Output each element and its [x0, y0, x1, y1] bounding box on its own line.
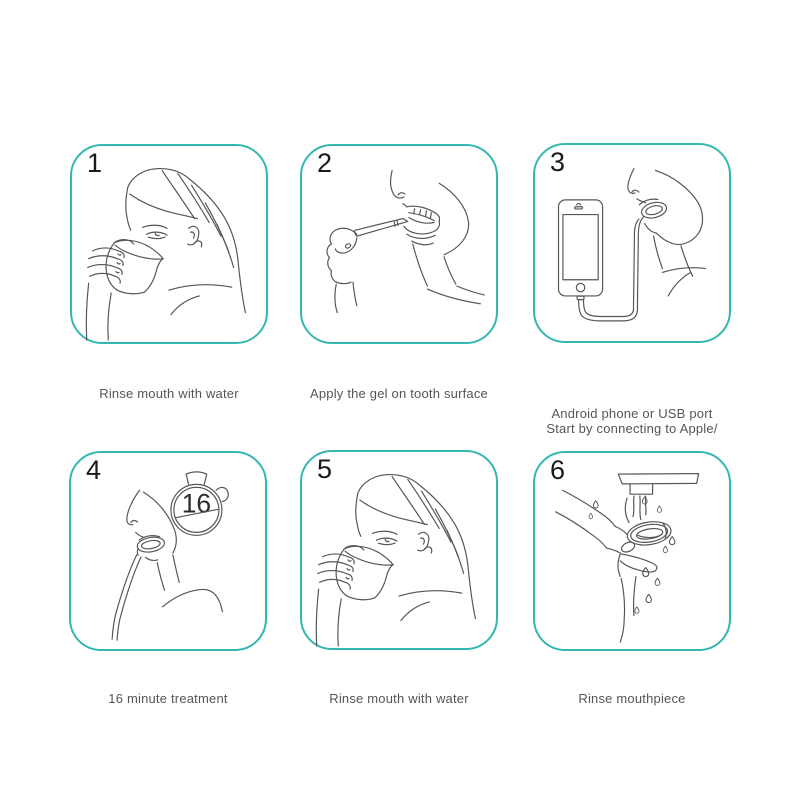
step-5-caption: Rinse mouth with water: [329, 691, 469, 706]
step-5-number: 5: [317, 454, 333, 484]
step-3-caption: [522, 406, 742, 436]
step-5-card: [300, 450, 498, 650]
step-6-card: [533, 451, 731, 651]
smartphone-screen: [563, 215, 598, 280]
step-4-caption: 16 minute treatment: [108, 691, 228, 706]
mouthpiece-cable: [112, 555, 136, 639]
timer-value: 16: [181, 488, 212, 519]
step-1-card: [70, 144, 268, 344]
upper-hand: [562, 490, 615, 526]
woman-drinking-from-cup-illustration: [72, 146, 266, 342]
step-1-number: 1: [87, 148, 103, 178]
cable-connector: [577, 296, 584, 300]
step-2-caption: Apply the gel on tooth surface: [309, 386, 488, 401]
step-3-caption-line-2: Start by connecting to Apple/: [546, 421, 718, 436]
smartphone-speaker: [575, 207, 583, 209]
smartphone-home-button: [576, 283, 584, 291]
water-stream: [633, 496, 634, 517]
woman-drinking-from-cup-illustration: [302, 452, 496, 648]
step-4-number: 4: [86, 455, 102, 485]
water-drop: [593, 501, 598, 508]
tap-spout: [630, 484, 653, 494]
phone-connected-to-mouthpiece-illustration: [535, 145, 729, 341]
mouthpiece: [640, 200, 668, 221]
step-2-number: 2: [317, 148, 333, 178]
step-2-card: [300, 144, 498, 344]
step-6-number: 6: [550, 455, 566, 485]
step-1-caption: Rinse mouth with water: [99, 386, 239, 401]
step-3-caption-line-1: Android phone or USB port: [551, 406, 713, 421]
tap-bar: [618, 474, 698, 484]
mouthpiece: [626, 519, 673, 548]
stopwatch-crown: [186, 472, 207, 484]
step-3-number: 3: [550, 147, 566, 177]
step-4-card: [69, 451, 267, 651]
step-3-card: [533, 143, 731, 343]
step-6-caption: Rinse mouthpiece: [578, 691, 686, 706]
mouthpiece-with-stopwatch-illustration: [71, 453, 265, 649]
rinsing-mouthpiece-illustration: [535, 453, 729, 649]
stopwatch-side-button: [216, 487, 228, 501]
applying-gel-pen-illustration: [302, 146, 496, 342]
mouthpiece: [136, 535, 166, 554]
lower-hand: [620, 554, 657, 572]
